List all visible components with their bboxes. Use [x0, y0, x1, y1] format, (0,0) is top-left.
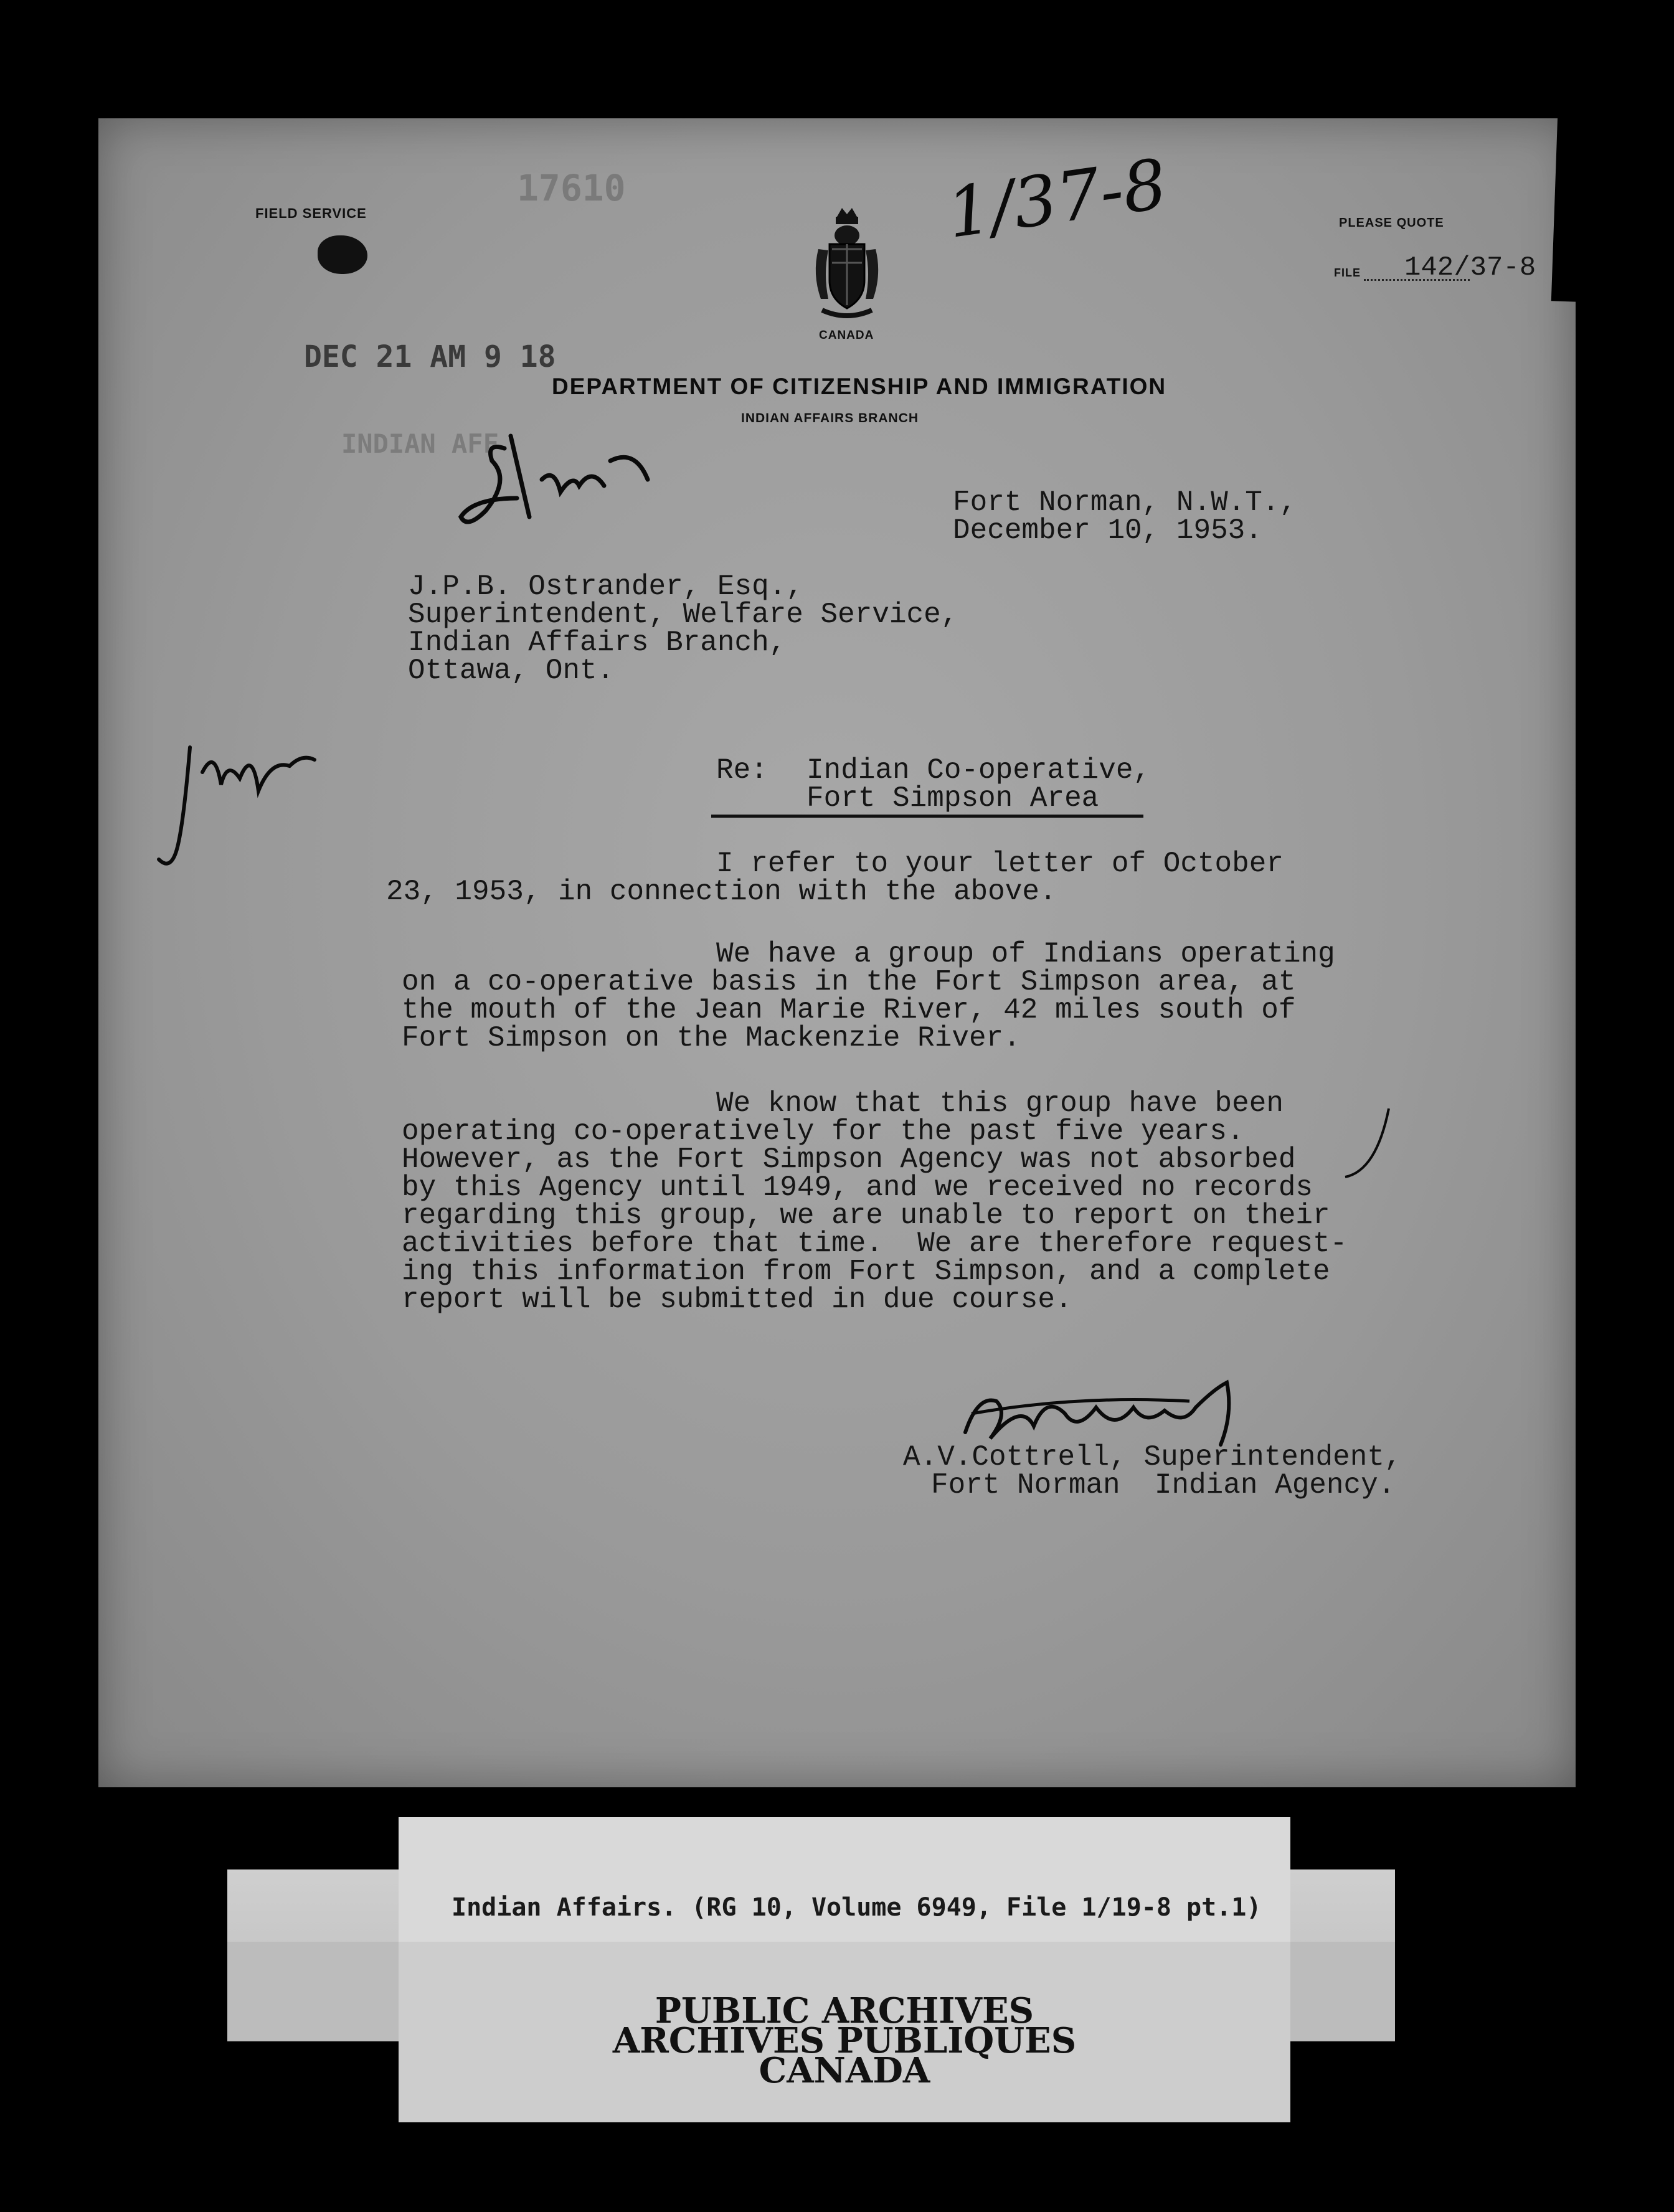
signature-name: A.V.Cottrell, Superintendent, — [903, 1441, 1402, 1473]
indian-affairs-stamp: INDIAN AFF — [341, 428, 499, 459]
paragraph-line: the mouth of the Jean Marie River, 42 miles south of — [402, 994, 1296, 1026]
field-service-label: FIELD SERVICE — [255, 206, 367, 221]
paragraph-line: on a co-operative basis in the Fort Simpson area, at — [402, 966, 1296, 998]
paragraph-line: 23, 1953, in connection with the above. — [386, 876, 1057, 908]
canada-label: CANADA — [819, 329, 874, 342]
handwritten-file-number: 1/37-8 — [942, 143, 1172, 254]
ink-blot — [318, 235, 367, 274]
archive-strip-right — [1290, 1942, 1395, 2041]
handwritten-initials — [448, 423, 673, 548]
file-label: FILE — [1334, 267, 1361, 279]
file-value: 142/37-8 — [1404, 252, 1536, 283]
paragraph-line: We have a group of Indians operating — [716, 938, 1335, 970]
recipient-line: Superintendent, Welfare Service, — [408, 598, 958, 631]
archive-strip-left — [227, 1942, 399, 2041]
archive-reference: Indian Affairs. (RG 10, Volume 6949, File 1/19-8 pt.1) — [452, 1893, 1262, 1922]
paragraph-line: Fort Simpson on the Mackenzie River. — [402, 1022, 1021, 1054]
branch-name: INDIAN AFFAIRS BRANCH — [741, 411, 919, 425]
recipient-line: Ottawa, Ont. — [408, 655, 615, 687]
subject-line: Fort Simpson Area — [806, 782, 1099, 815]
public-archives-label: PUBLIC ARCHIVES — [655, 1990, 1034, 2031]
recipient-line: Indian Affairs Branch, — [408, 626, 787, 659]
received-date-stamp: DEC 21 AM 9 18 — [304, 339, 556, 374]
paragraph-line: We know that this group have been — [716, 1087, 1284, 1120]
department-name: DEPARTMENT OF CITIZENSHIP AND IMMIGRATION — [552, 374, 1167, 399]
subject-underline — [711, 815, 1143, 818]
canada-archive-label: CANADA — [759, 2050, 930, 2091]
subject-line: Indian Co-operative, — [806, 754, 1151, 787]
file-number-stamp: 17610 — [517, 167, 626, 209]
coat-of-arms-icon — [810, 206, 884, 324]
please-quote-label: PLEASE QUOTE — [1339, 216, 1444, 230]
margin-handwritten-note — [146, 722, 333, 884]
margin-check-mark — [1339, 1102, 1414, 1189]
recipient-line: J.P.B. Ostrander, Esq., — [408, 570, 803, 603]
signature-agency: Fort Norman Indian Agency. — [931, 1469, 1396, 1501]
letter-date: December 10, 1953. — [953, 514, 1262, 547]
paragraph-line: report will be submitted in due course. — [402, 1283, 1072, 1316]
subject-prefix: Re: — [716, 754, 768, 787]
archive-reference-card — [399, 1817, 1290, 1942]
paragraph-line: activities before that time. We are therefore request- — [402, 1227, 1348, 1260]
archives-publiques-label: ARCHIVES PUBLIQUES — [612, 2020, 1077, 2061]
paragraph-line: operating co-operatively for the past five years. — [402, 1115, 1244, 1148]
letter-place: Fort Norman, N.W.T., — [953, 486, 1297, 519]
paragraph-line: I refer to your letter of October — [716, 848, 1284, 880]
paragraph-line: However, as the Fort Simpson Agency was not absorbed — [402, 1143, 1296, 1176]
paragraph-line: regarding this group, we are unable to report on their — [402, 1199, 1330, 1232]
paragraph-line: by this Agency until 1949, and we received no records — [402, 1171, 1313, 1204]
paragraph-line: ing this information from Fort Simpson, and a complete — [402, 1255, 1330, 1288]
